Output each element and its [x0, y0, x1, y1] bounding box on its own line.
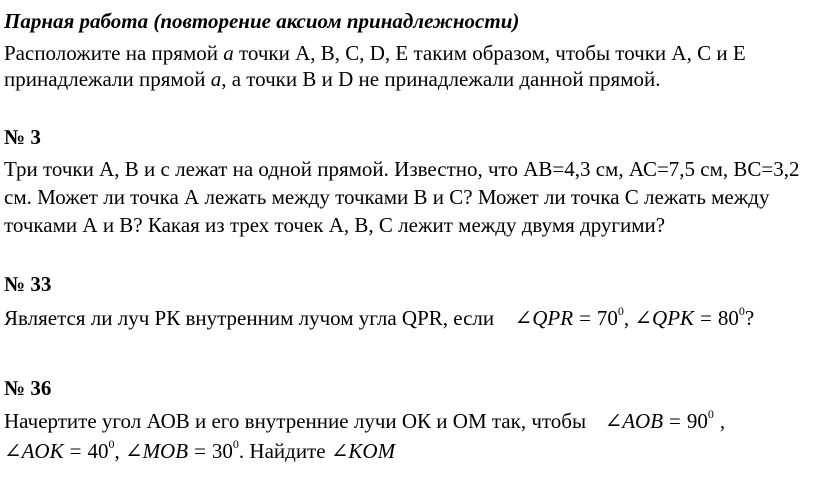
angle-aok-formula [4, 439, 114, 463]
angle-kom-formula [331, 439, 395, 463]
problem-36-line-1 [4, 408, 725, 434]
angle-icon: ∠ [124, 439, 143, 463]
intro-line-1 [4, 40, 746, 66]
line-variable: а [223, 41, 234, 65]
equals-sign: = [194, 439, 206, 463]
problem-3-line-3: точками А и В? Какая из трех точек А, В, С лежит между двумя другими? [4, 213, 666, 237]
angle-icon: ∠ [4, 439, 22, 463]
angle-value: 30 [211, 439, 233, 463]
problem-33-heading: № 33 [4, 272, 52, 296]
problem-33-text [4, 305, 754, 331]
equals-sign: = [579, 306, 591, 330]
degree-mark: 0 [617, 304, 624, 318]
degree-mark: 0 [707, 407, 714, 421]
angle-icon: ∠ [604, 409, 623, 433]
problem-3-line-2: см. Может ли точка А лежать между точками В и С? Может ли точка С лежать между [4, 185, 770, 209]
intro-text: принадлежали прямой [4, 67, 211, 91]
equals-sign: = [69, 439, 82, 463]
degree-mark: 0 [738, 304, 745, 318]
intro-line-2 [4, 66, 661, 92]
angle-mob-formula [125, 439, 239, 463]
separator: , [114, 439, 120, 463]
problem-3-line-1: Три точки А, В и с лежат на одной прямой. Известно, что АВ=4,3 см, АС=7,5 см, ВС=3,2 [4, 157, 800, 181]
angle-icon: ∠ [514, 306, 533, 330]
angle-aob-formula [605, 409, 714, 433]
angle-name: MOB [142, 439, 189, 463]
equals-sign: = [700, 306, 712, 330]
angle-name: QPR [532, 306, 574, 330]
problem-33-question: Является ли луч РК внутренним лучом угла QPR, если [4, 306, 495, 330]
angle-icon: ∠ [330, 439, 349, 463]
angle-name: AOK [21, 439, 64, 463]
problem-36-line-2 [4, 438, 395, 464]
separator: , [719, 409, 726, 433]
question-mark: ? [744, 306, 755, 330]
angle-name: KOM [348, 439, 396, 463]
intro-text: точки А, В, С, D, Е таким образом, чтобы точки А, С и Е [233, 41, 746, 65]
line-variable: а [210, 67, 222, 91]
separator: , [623, 306, 630, 330]
problem-3-heading: № 3 [4, 125, 41, 149]
angle-name: QPK [652, 306, 695, 330]
equals-sign: = [669, 409, 681, 433]
angle-value: 90 [686, 409, 708, 433]
degree-mark: 0 [108, 437, 115, 451]
angle-value: 70 [596, 306, 618, 330]
intro-text: Расположите на прямой [4, 41, 224, 65]
angle-qpr-formula [515, 306, 624, 330]
page-title: Парная работа (повторение аксиом принадлежности) [4, 9, 520, 33]
problem-36-instruction: Начертите угол АОВ и его внутренние лучи ОК и ОМ так, чтобы [4, 409, 587, 433]
degree-mark: 0 [232, 437, 239, 451]
intro-text: , а точки В и D не принадлежали данной прямой. [221, 67, 661, 91]
angle-qpk-formula [634, 306, 744, 330]
angle-name: AOB [622, 409, 664, 433]
angle-value: 80 [717, 306, 739, 330]
problem-36-heading: № 36 [4, 376, 52, 400]
angle-value: 40 [87, 439, 109, 463]
angle-icon: ∠ [634, 306, 653, 330]
find-text: . Найдите [238, 439, 326, 463]
